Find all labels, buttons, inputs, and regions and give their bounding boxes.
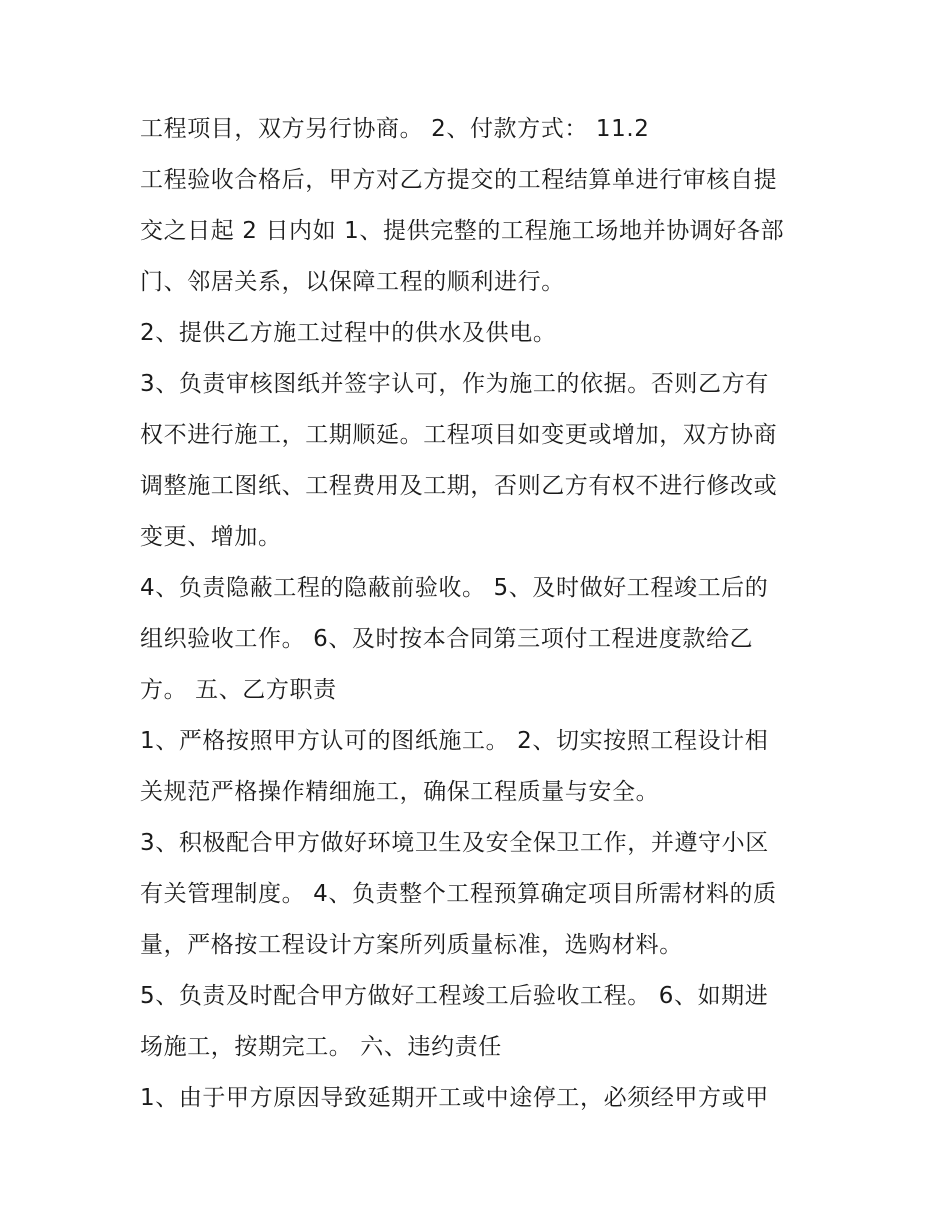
contract-text-body — [140, 104, 830, 1124]
text-line: 调整施工图纸、工程费用及工期，否则乙方有权不进行修改或 — [140, 473, 778, 499]
text-line: 组织验收工作。 6、及时按本合同第三项付工程进度款给乙 — [140, 626, 754, 652]
text-line: 关规范严格操作精细施工，确保工程质量与安全。 — [140, 779, 660, 805]
text-line: 方。 五、乙方职责 — [140, 677, 337, 703]
text-line: 2、提供乙方施工过程中的供水及供电。 — [140, 320, 557, 346]
text-line: 有关管理制度。 4、负责整个工程预算确定项目所需材料的质 — [140, 881, 777, 907]
text-line: 场施工，按期完工。 六、违约责任 — [140, 1034, 502, 1060]
text-line: 3、负责审核图纸并签字认可，作为施工的依据。否则乙方有 — [140, 371, 769, 397]
text-line: 5、负责及时配合甲方做好工程竣工后验收工程。 6、如期进 — [140, 983, 769, 1009]
text-line: 工程验收合格后，甲方对乙方提交的工程结算单进行审核自提 — [140, 167, 778, 193]
text-line: 工程项目，双方另行协商。 2、付款方式： 11.2 — [140, 116, 650, 142]
text-line: 门、邻居关系，以保障工程的顺利进行。 — [140, 269, 565, 295]
text-line: 1、由于甲方原因导致延期开工或中途停工，必须经甲方或甲 — [140, 1085, 769, 1111]
text-line: 交之日起 2 日内如 1、提供完整的工程施工场地并协调好各部 — [140, 218, 785, 244]
text-line: 3、积极配合甲方做好环境卫生及安全保卫工作，并遵守小区 — [140, 830, 769, 856]
text-line: 1、严格按照甲方认可的图纸施工。 2、切实按照工程设计相 — [140, 728, 769, 754]
text-line: 权不进行施工，工期顺延。工程项目如变更或增加，双方协商 — [140, 422, 778, 448]
text-line: 量，严格按工程设计方案所列质量标准，选购材料。 — [140, 932, 683, 958]
text-line: 4、负责隐蔽工程的隐蔽前验收。 5、及时做好工程竣工后的 — [140, 575, 769, 601]
text-line: 变更、增加。 — [140, 524, 282, 550]
